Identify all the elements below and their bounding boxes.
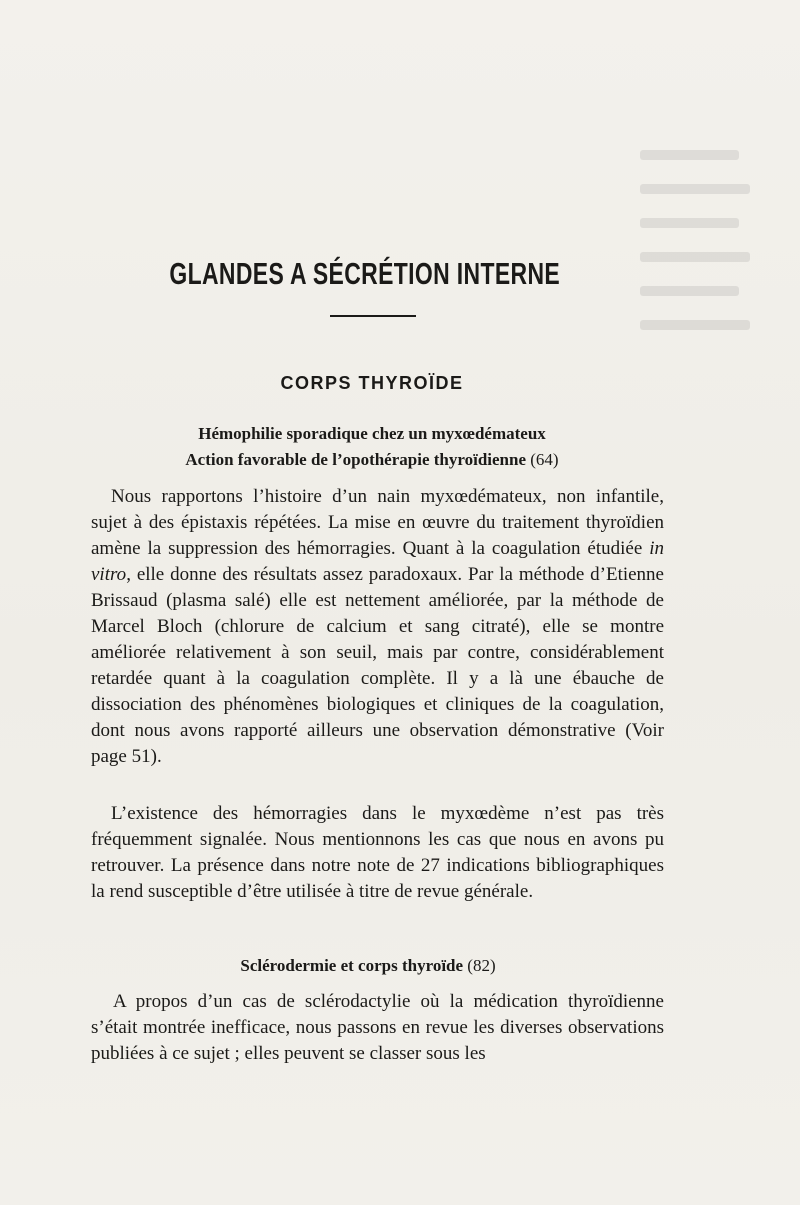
article2-title-text: Sclérodermie et corps thyroïde <box>240 956 464 975</box>
article1-title-line1: Hémophilie sporadique chez un myxœdémateux <box>198 424 546 443</box>
main-title: GLANDES A SÉCRÉTION INTERNE <box>169 256 561 291</box>
article1-para1-italic: in vitro <box>91 538 664 585</box>
article2-reference: (82) <box>467 956 496 975</box>
article1-paragraph-1 <box>91 484 664 770</box>
article2-title <box>0 956 768 976</box>
article1-para1-text-b: , elle donne des résultats assez paradoxaux. Par la méthode d’Etienne Brissaud (plasma salé) elle est nettement améliorée, par la méthode de Marcel Bloch (chlorure de calcium et sang citraté), elle se montre améliorée relativement à son seuil, mais par contre, considérablement retardée quant à la coagulation complète. Il y a là une ébauche de dissociation des phénomènes biologiques et cliniques de la coagulation, dont nous avons rapporté ailleurs une observation démonstrative (Voir page 51). <box>91 564 664 767</box>
article1-paragraph-2: L’existence des hémorragies dans le myxœdème n’est pas très fréquemment signalée. Nous mentionnons les cas que nous en avons pu retrouver. La présence dans notre note de 27 indications bibliographiques la rend susceptible d’être utilisée à titre de revue générale. <box>91 803 664 902</box>
article1-reference: (64) <box>530 450 559 469</box>
section-title: CORPS THYROÏDE <box>280 373 464 393</box>
article1-title-line2 <box>0 450 772 470</box>
title-rule <box>330 315 416 317</box>
article2-paragraph-1: A propos d’un cas de sclérodactylie où la médication thyroïdienne s’était montrée inefficace, nous passons en revue les diverses observations publiées à ce sujet ; elles peuvent se classer sous les <box>91 991 664 1064</box>
article1-para1-text-a: Nous rapportons l’histoire d’un nain myxœdémateux, non infantile, sujet à des épistaxis répétées. La mise en œuvre du traitement thyroïdien amène la suppression des hémorragies. Quant à la coagulation étudiée <box>91 486 664 559</box>
show-through-texture <box>640 150 750 350</box>
article1-title-text: Action favorable de l’opothérapie thyroïdienne <box>185 450 527 469</box>
